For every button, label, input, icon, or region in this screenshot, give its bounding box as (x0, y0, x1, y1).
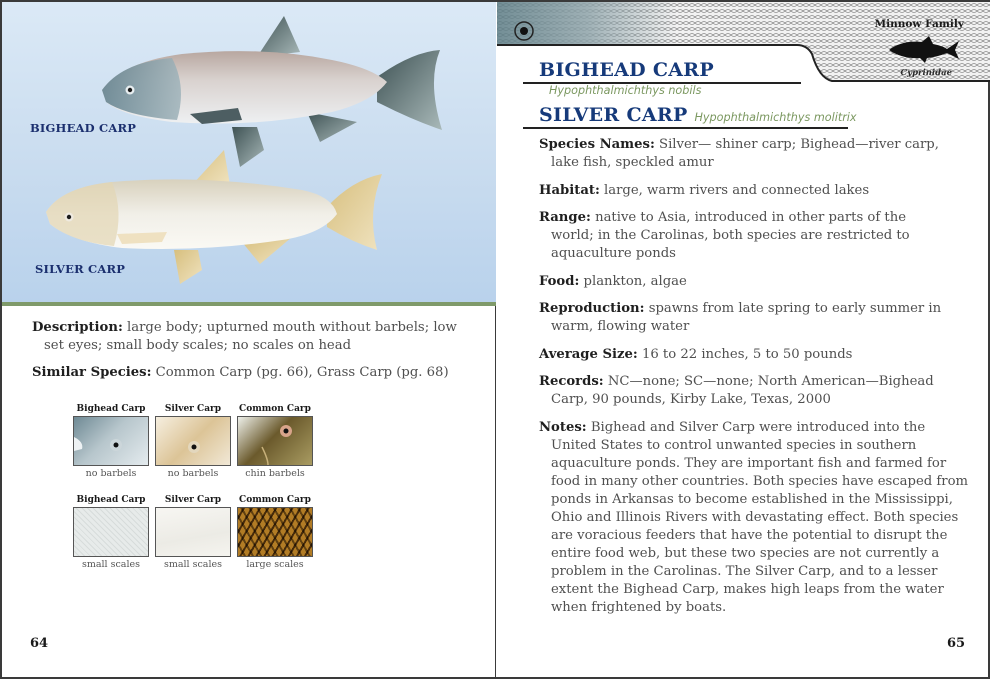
comparison-silver-head (154, 404, 232, 480)
comparison-title: Bighead Carp (76, 495, 146, 505)
family-name: Minnow Family (874, 18, 964, 30)
comparison-title: Silver Carp (164, 495, 222, 505)
range-entry (539, 209, 939, 263)
left-page (2, 2, 496, 677)
food-label: Food: (539, 274, 580, 289)
common-head-image (237, 416, 313, 466)
food-entry (539, 273, 959, 291)
similar-species-entry (32, 364, 472, 382)
description-label: Description: (32, 320, 123, 335)
scientific-name-bighead: Hypophthalmichthys nobils (549, 84, 702, 97)
records-entry (539, 373, 964, 409)
comparison-common-head (236, 404, 314, 480)
description-entry (32, 319, 462, 355)
similar-species-text: Common Carp (pg. 66), Grass Carp (pg. 68) (155, 365, 449, 380)
species-title-bighead: BIGHEAD CARP (539, 59, 714, 81)
comparison-title: Common Carp (239, 495, 311, 505)
page-number-right: 65 (947, 636, 966, 651)
silver-carp-label: SILVER CARP (35, 262, 126, 276)
scientific-name-silver: Hypophthalmichthys molitrix (694, 111, 857, 124)
hero-divider (2, 302, 496, 306)
notes-entry (539, 419, 971, 617)
habitat-label: Habitat: (539, 183, 600, 198)
page-number-left: 64 (30, 636, 49, 651)
comparison-bighead-scales (72, 495, 150, 571)
similar-species-label: Similar Species: (32, 365, 152, 380)
silver-scales-image (155, 507, 231, 557)
comparison-title: Silver Carp (164, 404, 222, 414)
habitat-text: large, warm rivers and connected lakes (604, 183, 870, 198)
species-title-silver: SILVER CARP (539, 104, 688, 126)
range-label: Range: (539, 210, 591, 225)
species-title-silver-row (539, 104, 857, 126)
habitat-entry (539, 182, 959, 200)
comparison-caption: small scales (81, 559, 141, 570)
comparison-common-scales (236, 495, 314, 571)
reproduction-entry (539, 300, 964, 336)
comparison-caption: no barbels (85, 468, 137, 479)
comparison-title: Bighead Carp (76, 404, 146, 414)
bighead-carp-illustration (2, 2, 496, 302)
bighead-carp-label: BIGHEAD CARP (30, 121, 137, 135)
bighead-scales-image (73, 507, 149, 557)
right-page (497, 2, 990, 677)
notes-text: Bighead and Silver Carp were introduced into the United States to control unwanted species in southern aquaculture ponds. They are important fish and farmed for food in many other countries. Both species have escaped from ponds in Arkansas to become established in the Mississippi, Ohio and Illinois Rivers with devastating effect. Both species are voracious feeders that have the potential to disrupt the entire food web, but these two species are not currently a problem in the Carolinas. The Silver Carp, and to a lesser extent the Bighead Carp, makes high leaps from the water when frightened by boats. (551, 420, 969, 615)
reproduction-label: Reproduction: (539, 301, 645, 316)
comparison-caption: chin barbels (245, 468, 305, 479)
comparison-title: Common Carp (239, 404, 311, 414)
food-text: plankton, algae (583, 274, 687, 289)
reproduction-text: spawns from late spring to early summer in warm, flowing water (551, 301, 942, 334)
average-size-entry (539, 346, 964, 364)
bighead-head-image (73, 416, 149, 466)
family-latin-name: Cyprinidae (900, 68, 952, 78)
comparison-caption: small scales (163, 559, 223, 570)
species-names-entry (539, 136, 959, 172)
average-size-label: Average Size: (539, 347, 638, 362)
records-label: Records: (539, 374, 604, 389)
notes-label: Notes: (539, 420, 587, 435)
records-text: NC—none; SC—none; North American—Bighead Carp, 90 pounds, Kirby Lake, Texas, 2000 (551, 374, 934, 407)
species-names-label: Species Names: (539, 137, 655, 152)
common-scales-image (237, 507, 313, 557)
species-names-text: Silver— shiner carp; Bighead—river carp, lake fish, speckled amur (551, 137, 939, 170)
average-size-text: 16 to 22 inches, 5 to 50 pounds (641, 347, 853, 362)
comparison-silver-scales (154, 495, 232, 571)
range-text: native to Asia, introduced in other parts of the world; in the Carolinas, both species are restricted to aquaculture ponds (551, 210, 910, 261)
fish-illustration-panel (2, 2, 496, 302)
description-text: large body; upturned mouth without barbels; low set eyes; small body scales; no scales on head (44, 320, 457, 353)
comparison-bighead-head (72, 404, 150, 480)
comparison-caption: large scales (246, 559, 304, 570)
title-underline (523, 127, 848, 129)
comparison-caption: no barbels (167, 468, 219, 479)
silver-head-image (155, 416, 231, 466)
